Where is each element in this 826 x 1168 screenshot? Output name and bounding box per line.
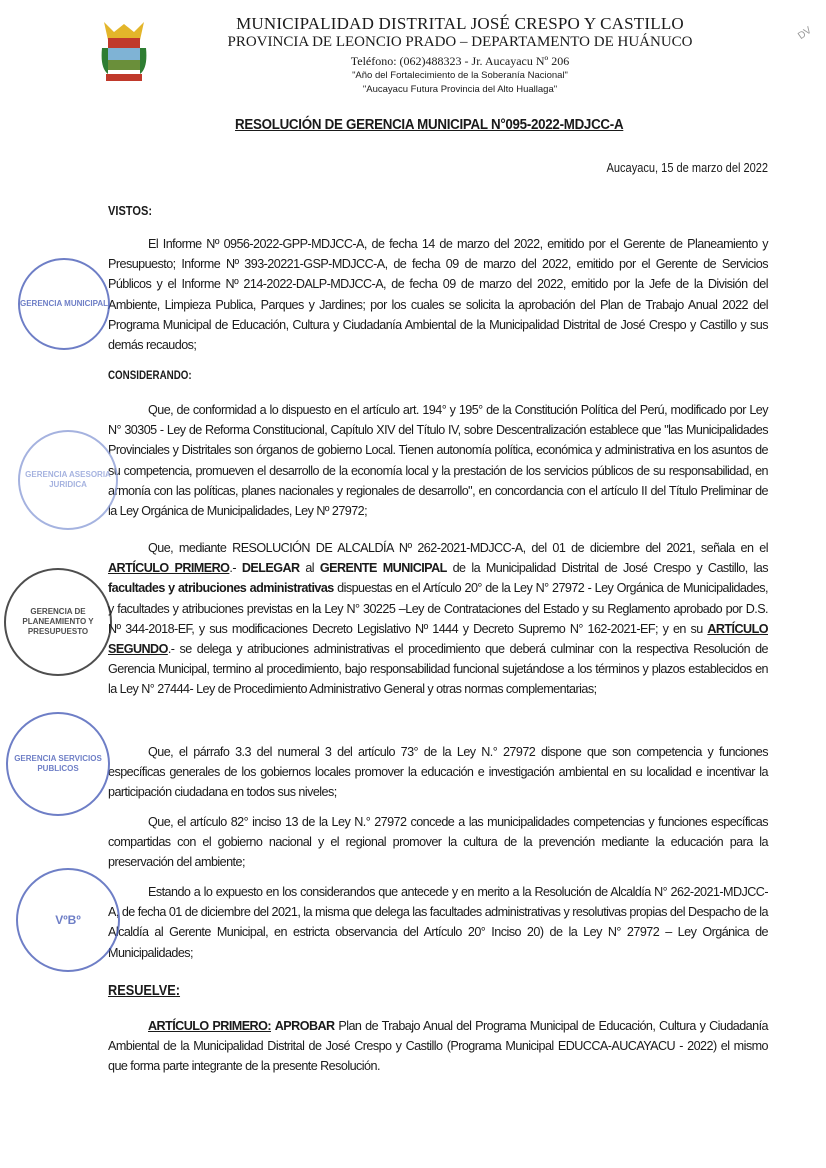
p2-articulo-segundo: ARTÍCULO SEGUNDO (108, 621, 768, 657)
handwritten-annotation: DV (796, 25, 814, 42)
considerando-text-5: Estando a lo expuesto en los considerandos que antecede y en merito a la Resolución de Alcaldía N° 262-2021-MDJCC-A, de fecha 01 de diciembre del 2021, la misma que delega las facultades administrativas y resolutivas propias del Despacho de la Alcaldía al Gerente Municipal, en estricta observancia del Artículo 20° Inciso 20) de la Ley N° 27972 – Ley Orgánica de Municipalidades; (108, 885, 768, 960)
header-municipality-name: MUNICIPALIDAD DISTRITAL JOSÉ CRESPO Y CASTILLO (236, 14, 684, 33)
document-date: Aucayacu, 15 de marzo del 2022 (606, 160, 768, 175)
p2-k: .- se delega y atribuciones administrativas el procedimiento que deberá culminar con la respectiva Resolución de Gerencia Municipal, termino al procedimiento, bajo responsabilidad funcional sujetándose a los términos y plazos establecidos en la Ley N° 27444- Ley de Procedimiento Administrativo General y otras normas complementarias; (108, 642, 768, 697)
p2-articulo-primero: ARTÍCULO PRIMERO (108, 561, 230, 576)
stamp-asesoria-juridica: GERENCIA ASESORIA JURIDICA (18, 430, 118, 530)
considerando-text-4: Que, el artículo 82° inciso 13 de la Ley N.° 27972 concede a las municipalidades competencias y funciones específicas compartidas con el gobierno nacional y el regional promover la cultura de la prevención mediante la educación para la preservación del ambiente; (108, 815, 768, 870)
considerando-paragraph-4 (108, 812, 768, 873)
resuelve-article-1 (108, 1016, 768, 1077)
p2-g: de la Municipalidad Distrital de José Crespo y Castillo, las (446, 561, 769, 576)
considerando-heading: CONSIDERANDO: (108, 370, 192, 382)
resuelve-heading: RESUELVE: (108, 982, 181, 999)
p2-delegar: DELEGAR (241, 561, 300, 576)
vistos-paragraph (108, 234, 768, 355)
considerando-paragraph-1 (108, 400, 768, 521)
document-title: RESOLUCIÓN DE GERENCIA MUNICIPAL N°095-2022-MDJCC-A (235, 117, 624, 133)
header-year-motto: "Año del Fortalecimiento de la Soberanía Nacional" (352, 70, 568, 81)
considerando-paragraph-3 (108, 742, 768, 803)
considerando-paragraph-5 (108, 882, 768, 963)
p2-i: dispuestas en el Artículo 20° de la Ley N° 27972 - Ley Orgánica de Municipalidades, y facultades y atribuciones previstas en la Ley N° 30225 –Ley de Contrataciones del Estado y su Reglamento aprobado por D.S. Nº 344-2018-EF, y sus modificaciones Decreto Legislativo Nº 1444 y Decreto Supremo N° 162-2021-EF; y en su (108, 581, 768, 636)
vistos-heading: VISTOS: (108, 203, 153, 218)
header-contact: Teléfono: (062)488323 - Jr. Aucayacu Nº 206 (350, 54, 570, 68)
considerando-text-3: Que, el párrafo 3.3 del numeral 3 del artículo 73° de la Ley N.° 27972 dispone que son competencia y funciones específicas generales de los gobiernos locales promover la educación e investigación ambiental en su localidad e incentivar la participación ciudadana en todos sus niveles; (108, 745, 768, 800)
stamp-gerencia-municipal: GERENCIA MUNICIPAL (18, 258, 110, 350)
vistos-text: El Informe Nº 0956-2022-GPP-MDJCC-A, de fecha 14 de marzo del 2022, emitido por el Gerente de Planeamiento y Presupuesto; Informe Nº 393-20221-GSP-MDJCC-A, de fecha 09 de marzo del 2022, emitido por el Gerente de Servicios Públicos y el Informe Nº 214-2022-DALP-MDJCC-A, de fecha 09 de marzo del 2022, emitido por la Jefe de la División del Ambiente, Limpieza Publica, Parques y Jardines; por los cuales se solicita la aprobación del Plan de Trabajo Anual 2022 del Programa Municipal de Educación, Cultura y Ciudadanía Ambiental de la Municipalidad Distrital de José Crespo y Castillo y sus demás recaudos; (108, 237, 768, 353)
p2-facultades: facultades y atribuciones administrativas (108, 581, 334, 596)
article-1-label: ARTÍCULO PRIMERO: (148, 1019, 271, 1033)
p2-e: al (299, 561, 320, 576)
stamp-planeamiento-presupuesto: GERENCIA DE PLANEAMIENTO Y PRESUPUESTO (4, 568, 112, 676)
p2-a: Que, mediante RESOLUCIÓN DE ALCALDÍA Nº 262-2021-MDJCC-A, del 01 de diciembre del 2021, señala en el (148, 541, 768, 555)
p2-gerente-municipal: GERENTE MUNICIPAL (319, 561, 447, 576)
municipal-coat-of-arms-logo (100, 18, 148, 86)
article-1-text: Plan de Trabajo Anual del Programa Municipal de Educación, Cultura y Ciudadanía Ambiental de la Municipalidad Distrital de José Crespo y Castillo (Programa Municipal EDUCCA-AUCAYACU - 2022) el mismo que forma parte integrante de la presente Resolución. (108, 1019, 768, 1074)
considerando-text-1: Que, de conformidad a lo dispuesto en el artículo art. 194° y 195° de la Constitución Política del Perú, modificado por Ley N° 30305 - Ley de Reforma Constitucional, Capítulo XIV del Título IV, sobre Descentralización establece que "las Municipalidades Provinciales y Distritales son órganos de gobierno Local. Tienen autonomía política, económica y administrativa en los asuntos de su competencia, promueven el desarrollo de la economía local y la prestación de los servicios públicos de su responsabilidad, en armonía con las políticas, planes nacionales y regionales de desarrollo", en concordancia con el artículo II del Título Preliminar de la Ley Orgánica de Municipalidades, Ley Nº 27972; (108, 403, 768, 519)
stamp-visto-bueno: VºBº (16, 868, 120, 972)
p2-c: .- (229, 561, 242, 576)
header-city-motto: "Aucayacu Futura Provincia del Alto Huallaga" (362, 84, 558, 95)
stamp-servicios-publicos: GERENCIA SERVICIOS PUBLICOS (6, 712, 110, 816)
article-1-verb: APROBAR (274, 1019, 335, 1033)
considerando-paragraph-2 (108, 538, 768, 700)
header-province: PROVINCIA DE LEONCIO PRADO – DEPARTAMENTO DE HUÁNUCO (227, 34, 693, 50)
